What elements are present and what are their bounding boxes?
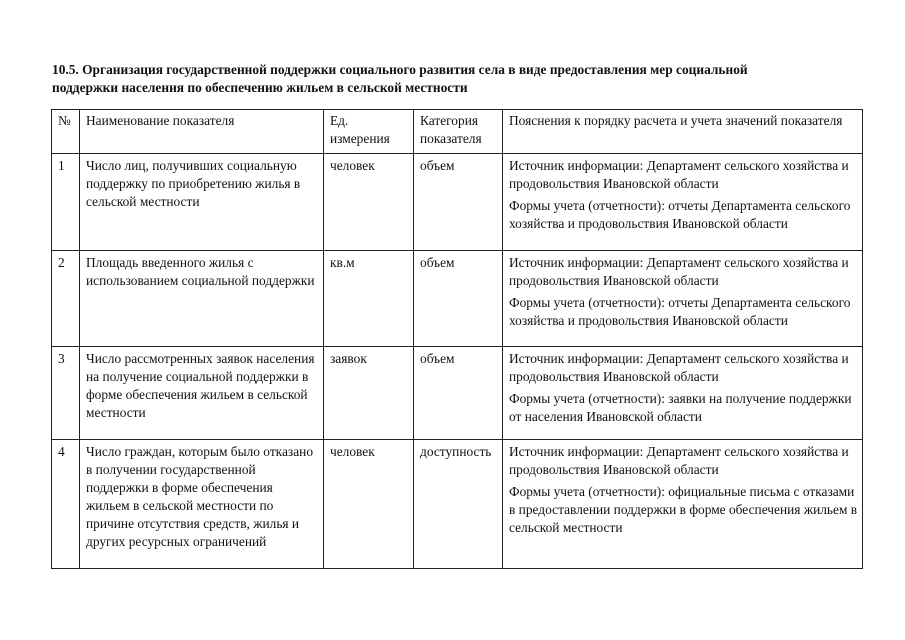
header-category-line-1: Категория (420, 113, 479, 128)
header-unit-line-1: Ед. (330, 113, 349, 128)
section-title (52, 61, 852, 97)
header-name: Наименование показателя (80, 110, 324, 154)
header-unit (324, 110, 414, 154)
header-category (414, 110, 503, 154)
table-header-row (52, 110, 863, 154)
row-num: 4 (52, 440, 80, 569)
row-notes (503, 347, 863, 440)
table-row (52, 251, 863, 347)
row-notes (503, 440, 863, 569)
row-forms: Формы учета (отчетности): отчеты Департамента сельского хозяйства и продовольствия Ивановской области (509, 295, 851, 328)
row-source: Источник информации: Департамент сельского хозяйства и продовольствия Ивановской области (509, 444, 849, 477)
row-name: Число граждан, которым было отказано в получении государственной поддержки в форме обеспечения жильем в сельской местности по причине отсутствия средств, жилья и других ресурсных ограничений (80, 440, 324, 569)
header-category-line-2: показателя (420, 131, 482, 146)
row-source: Источник информации: Департамент сельского хозяйства и продовольствия Ивановской области (509, 255, 849, 288)
table-row (52, 440, 863, 569)
header-num: № (52, 110, 80, 154)
indicators-table (51, 109, 863, 569)
header-unit-line-2: измерения (330, 131, 390, 146)
row-category: объем (414, 251, 503, 347)
row-source: Источник информации: Департамент сельского хозяйства и продовольствия Ивановской области (509, 351, 849, 384)
row-notes (503, 154, 863, 251)
section-title-line-2: поддержки населения по обеспечению жильем в сельской местности (52, 80, 468, 95)
row-category: доступность (414, 440, 503, 569)
row-num: 1 (52, 154, 80, 251)
table-row (52, 154, 863, 251)
row-source: Источник информации: Департамент сельского хозяйства и продовольствия Ивановской области (509, 158, 849, 191)
row-category: объем (414, 154, 503, 251)
row-unit: заявок (324, 347, 414, 440)
row-num: 2 (52, 251, 80, 347)
row-unit: человек (324, 154, 414, 251)
row-forms: Формы учета (отчетности): отчеты Департамента сельского хозяйства и продовольствия Ивановской области (509, 198, 851, 231)
row-name: Площадь введенного жилья с использованием социальной поддержки (80, 251, 324, 347)
row-unit: кв.м (324, 251, 414, 347)
row-notes (503, 251, 863, 347)
row-num: 3 (52, 347, 80, 440)
table-row (52, 347, 863, 440)
row-category: объем (414, 347, 503, 440)
row-name: Число рассмотренных заявок населения на получение социальной поддержки в форме обеспечения жильем в сельской местности (80, 347, 324, 440)
header-notes: Пояснения к порядку расчета и учета значений показателя (503, 110, 863, 154)
section-title-line-1: 10.5. Организация государственной поддержки социального развития села в виде предоставления мер социальной (52, 62, 748, 77)
row-forms: Формы учета (отчетности): официальные письма с отказами в предоставлении поддержки в форме обеспечения жильем в сельской местности (509, 484, 858, 535)
row-forms: Формы учета (отчетности): заявки на получение поддержки от населения Ивановской области (509, 391, 852, 424)
row-unit: человек (324, 440, 414, 569)
row-name: Число лиц, получивших социальную поддержку по приобретению жилья в сельской местности (80, 154, 324, 251)
